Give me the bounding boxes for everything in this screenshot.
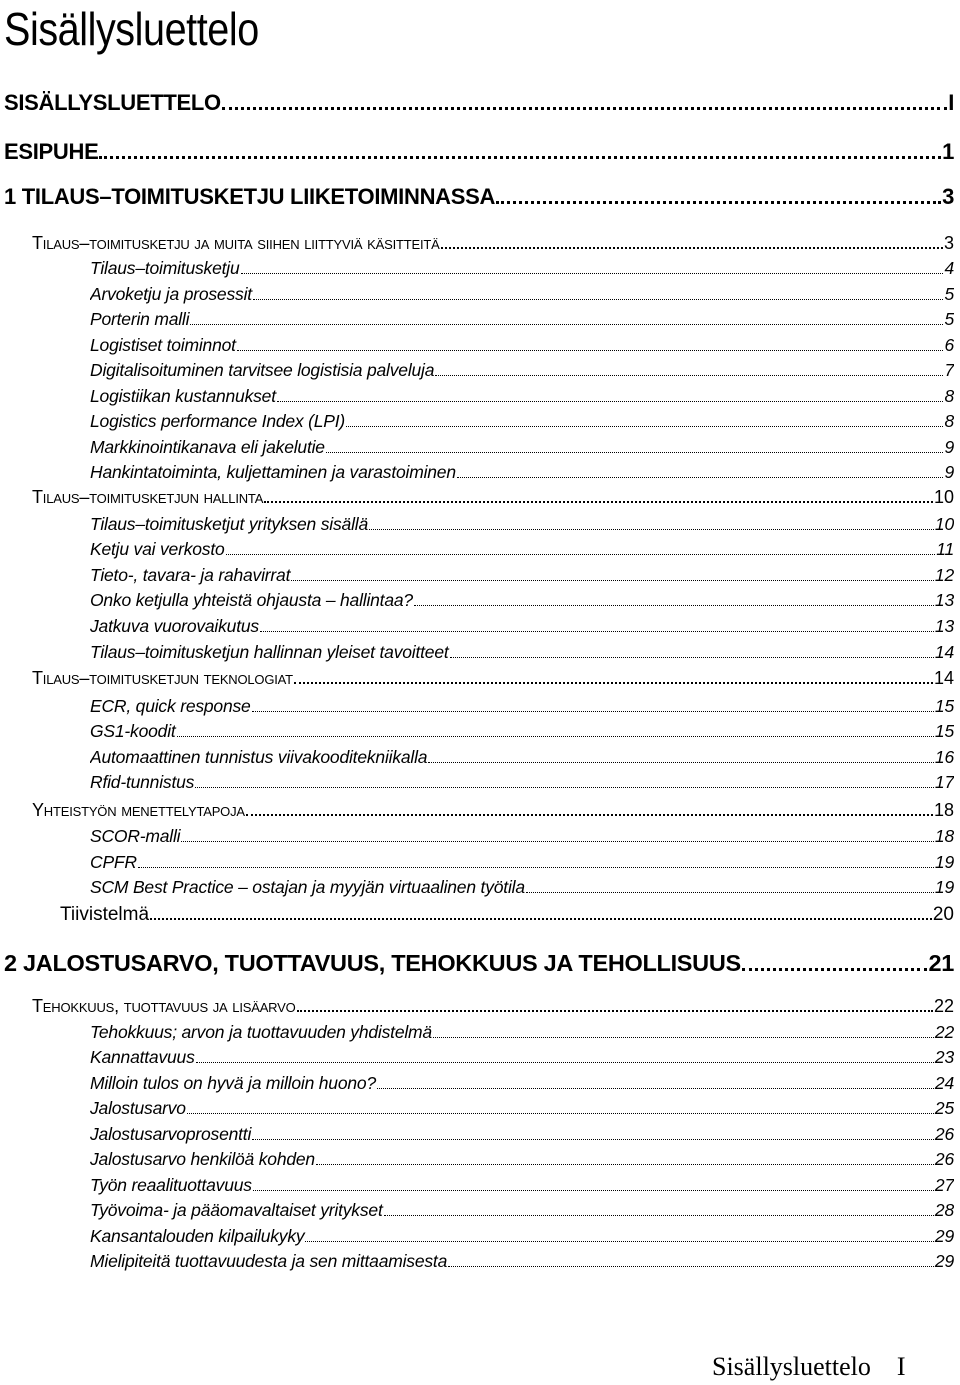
toc-entry[interactable] (90, 437, 954, 458)
toc-leader-dots (377, 1088, 934, 1089)
toc-entry-label: ESIPUHE (4, 139, 99, 164)
toc-leader-dots (414, 605, 934, 606)
toc-entry-label: Milloin tulos on hyvä ja milloin huono? (90, 1073, 376, 1093)
toc-leader-dots (305, 1241, 933, 1242)
toc-entry[interactable] (32, 800, 954, 821)
toc-leader-dots (316, 1164, 934, 1165)
toc-entry-label: Tieto-, tavara- ja rahavirrat (90, 565, 291, 585)
toc-entry[interactable] (90, 1124, 954, 1145)
toc-entry-label: Logistiikan kustannukset (90, 386, 276, 406)
toc-entry[interactable] (90, 642, 954, 663)
toc-leader-dots (177, 736, 934, 737)
toc-entry[interactable] (90, 696, 954, 717)
toc-entry-page: 10 (933, 487, 954, 507)
toc-entry-page: 11 (936, 539, 954, 559)
toc-entry-label: Logistiset toiminnot (90, 335, 236, 355)
footer-title: Sisällysluettelo (712, 1352, 871, 1381)
toc-entry-page: I (948, 90, 954, 115)
toc-leader-dots (252, 711, 934, 712)
toc-entry-label: Työn reaalituottavuus (90, 1175, 252, 1195)
toc-leader-dots (226, 554, 936, 555)
toc-leader-dots (264, 501, 933, 503)
toc-entry-page: 15 (934, 696, 954, 716)
toc-leader-dots (496, 201, 941, 204)
toc-leader-dots (181, 841, 934, 842)
toc-leader-dots (99, 156, 941, 159)
toc-entry-label: Kannattavuus (90, 1047, 195, 1067)
toc-entry[interactable] (32, 668, 954, 689)
toc-entry[interactable] (90, 616, 954, 637)
toc-entry[interactable] (90, 1226, 954, 1247)
toc-leader-dots (428, 762, 934, 763)
toc-entry-page: 27 (934, 1175, 954, 1195)
toc-leader-dots (441, 247, 943, 249)
toc-leader-dots (196, 1062, 934, 1063)
toc-entry-label: Tilaus–toimitusketjut yrityksen sisällä (90, 514, 368, 534)
toc-entry[interactable] (4, 950, 954, 977)
toc-entry-label: Tiivistelmä (60, 904, 150, 925)
toc-entry[interactable] (90, 360, 954, 381)
toc-leader-dots (253, 299, 944, 300)
toc-entry-label: Arvoketju ja prosessit (90, 284, 252, 304)
toc-entry-page: 15 (934, 721, 954, 741)
toc-entry-page: 4 (944, 258, 954, 278)
toc-leader-dots (294, 682, 933, 684)
toc-entry-label: Yhteistyön menettelytapoja (32, 800, 245, 820)
toc-entry[interactable] (90, 1098, 954, 1119)
toc-entry-label: 1 TILAUS–TOIMITUSKETJU LIIKETOIMINNASSA (4, 184, 496, 209)
toc-leader-dots (369, 529, 934, 530)
toc-entry-page: 3 (943, 233, 954, 253)
toc-leader-dots (253, 1190, 934, 1191)
toc-entry-page: 12 (934, 565, 954, 585)
toc-entry-page: 25 (934, 1098, 954, 1118)
toc-entry[interactable] (90, 309, 954, 330)
toc-entry[interactable] (90, 877, 954, 898)
toc-entry[interactable] (90, 1022, 954, 1043)
toc-entry-label: Jalostusarvo (90, 1098, 186, 1118)
toc-entry-page: 1 (942, 139, 954, 164)
toc-entry-page: 26 (934, 1124, 954, 1144)
toc-entry-page: 21 (928, 950, 954, 976)
page-title: Sisällysluettelo (4, 3, 259, 55)
toc-leader-dots (526, 892, 934, 893)
toc-leader-dots (277, 401, 944, 402)
toc-entry-page: 24 (934, 1073, 954, 1093)
toc-entry-page: 20 (932, 904, 954, 925)
toc-leader-dots (326, 452, 944, 453)
toc-entry-page: 13 (934, 590, 954, 610)
toc-entry[interactable] (32, 487, 954, 508)
toc-entry-page: 9 (944, 462, 954, 482)
toc-entry-label: Rfid-tunnistus (90, 772, 195, 792)
toc-entry[interactable] (4, 139, 954, 165)
toc-entry[interactable] (90, 1047, 954, 1068)
toc-entry[interactable] (90, 386, 954, 407)
toc-leader-dots (260, 631, 934, 632)
toc-leader-dots (246, 814, 933, 816)
toc-entry[interactable] (90, 1149, 954, 1170)
toc-leader-dots (252, 1139, 934, 1140)
toc-entry[interactable] (90, 411, 954, 432)
toc-entry-page: 13 (934, 616, 954, 636)
toc-leader-dots (222, 107, 947, 110)
footer-page-number: I (896, 1352, 906, 1381)
toc-entry-label: Hankintatoiminta, kuljettaminen ja varastoiminen (90, 462, 456, 482)
toc-entry-page: 5 (944, 309, 954, 329)
toc-entry[interactable] (4, 90, 954, 116)
toc-leader-dots (457, 477, 944, 478)
toc-entry-label: SISÄLLYSLUETTELO (4, 90, 221, 115)
toc-leader-dots (742, 968, 928, 971)
toc-entry-label: Tilaus–toimitusketju (90, 258, 240, 278)
page-footer (712, 1352, 906, 1382)
toc-entry[interactable] (90, 721, 954, 742)
toc-entry[interactable] (90, 565, 954, 586)
toc-entry-page: 9 (944, 437, 954, 457)
toc-entry-label: GS1-koodit (90, 721, 176, 741)
toc-leader-dots (190, 324, 943, 325)
toc-entry-page: 16 (934, 747, 954, 767)
toc-entry-label: Ketju vai verkosto (90, 539, 225, 559)
toc-entry-page: 14 (934, 642, 954, 662)
toc-leader-dots (138, 867, 934, 868)
toc-entry-label: Tilaus–toimitusketju ja muita siihen liittyviä käsitteitä (32, 233, 440, 253)
toc-entry-page: 18 (934, 826, 954, 846)
toc-entry[interactable] (90, 1200, 954, 1221)
toc-leader-dots (241, 273, 944, 274)
toc-entry-page: 6 (944, 335, 954, 355)
toc-entry-label: CPFR (90, 852, 137, 872)
toc-entry[interactable] (90, 258, 954, 279)
toc-entry-page: 10 (934, 514, 954, 534)
toc-entry-label: Mielipiteitä tuottavuudesta ja sen mittaamisesta (90, 1251, 448, 1271)
toc-entry[interactable] (90, 826, 954, 847)
toc-entry-label: Työvoima- ja pääomavaltaiset yritykset (90, 1200, 383, 1220)
toc-entry-page: 29 (934, 1226, 954, 1246)
toc-entry-page: 3 (942, 184, 954, 209)
toc-leader-dots (433, 1037, 934, 1038)
toc-entry-label: Jalostusarvoprosentti (90, 1124, 252, 1144)
toc-entry-page: 19 (934, 852, 954, 872)
toc-entry-page: 14 (933, 668, 954, 688)
toc-entry-label: SCOR-malli (90, 826, 181, 846)
toc-entry-page: 7 (944, 360, 954, 380)
toc-leader-dots (291, 580, 934, 581)
toc-entry[interactable] (60, 904, 954, 926)
toc-entry[interactable] (32, 996, 954, 1017)
toc-leader-dots (448, 1266, 934, 1267)
toc-entry[interactable] (90, 852, 954, 873)
toc-entry-page: 18 (933, 800, 954, 820)
toc-entry-label: Tehokkuus, tuottavuus ja lisäarvo (32, 996, 296, 1016)
toc-entry[interactable] (90, 1251, 954, 1272)
toc-entry-label: Logistics performance Index (LPI) (90, 411, 346, 431)
toc-entry-label: Tilaus–toimitusketjun hallinta (32, 487, 264, 507)
toc-leader-dots (435, 375, 943, 376)
toc-entry-label: Markkinointikanava eli jakelutie (90, 437, 325, 457)
toc-entry-label: Porterin malli (90, 309, 190, 329)
toc-entry-label: ECR, quick response (90, 696, 251, 716)
toc-entry[interactable] (90, 1175, 954, 1196)
toc-entry-label: Kansantalouden kilpailukyky (90, 1226, 305, 1246)
toc-entry-page: 8 (944, 411, 954, 431)
toc-entry-label: 2 JALOSTUSARVO, TUOTTAVUUS, TEHOKKUUS JA TEHOLLISUUS (4, 950, 741, 976)
toc-entry[interactable] (90, 1073, 954, 1094)
toc-entry-label: Digitalisoituminen tarvitsee logistisia palveluja (90, 360, 435, 380)
toc-leader-dots (237, 350, 944, 351)
toc-entry[interactable] (90, 284, 954, 305)
toc-entry-page: 28 (934, 1200, 954, 1220)
toc-entry-page: 22 (933, 996, 954, 1016)
toc-entry[interactable] (4, 184, 954, 210)
toc-entry-page: 29 (934, 1251, 954, 1271)
toc-entry-page: 8 (944, 386, 954, 406)
toc-entry[interactable] (90, 772, 954, 793)
toc-leader-dots (297, 1010, 933, 1012)
toc-entry[interactable] (90, 462, 954, 483)
toc-entry-page: 5 (944, 284, 954, 304)
toc-entry-page: 23 (934, 1047, 954, 1067)
toc-entry[interactable] (90, 747, 954, 768)
toc-entry-page: 17 (934, 772, 954, 792)
toc-entry-label: Tilaus–toimitusketjun teknologiat (32, 668, 293, 688)
toc-entry[interactable] (32, 233, 954, 254)
toc-entry-page: 19 (934, 877, 954, 897)
toc-entry-page: 26 (934, 1149, 954, 1169)
toc-entry-label: Automaattinen tunnistus viivakooditekniikalla (90, 747, 428, 767)
toc-leader-dots (187, 1113, 934, 1114)
toc-entry-label: Tehokkuus; arvon ja tuottavuuden yhdistelmä (90, 1022, 432, 1042)
toc-entry-label: Tilaus–toimitusketjun hallinnan yleiset tavoitteet (90, 642, 449, 662)
toc-entry[interactable] (90, 539, 954, 560)
toc-entry[interactable] (90, 335, 954, 356)
toc-entry-page: 22 (934, 1022, 954, 1042)
toc-leader-dots (195, 787, 934, 788)
toc-entry-label: Onko ketjulla yhteistä ohjausta – hallintaa? (90, 590, 413, 610)
toc-leader-dots (346, 426, 943, 427)
toc-entry-label: Jalostusarvo henkilöä kohden (90, 1149, 315, 1169)
toc-leader-dots (150, 918, 932, 920)
toc-leader-dots (450, 657, 934, 658)
toc-leader-dots (384, 1215, 934, 1216)
toc-entry-label: SCM Best Practice – ostajan ja myyjän virtuaalinen työtila (90, 877, 525, 897)
toc-entry[interactable] (90, 514, 954, 535)
toc-entry[interactable] (90, 590, 954, 611)
toc-entry-label: Jatkuva vuorovaikutus (90, 616, 259, 636)
